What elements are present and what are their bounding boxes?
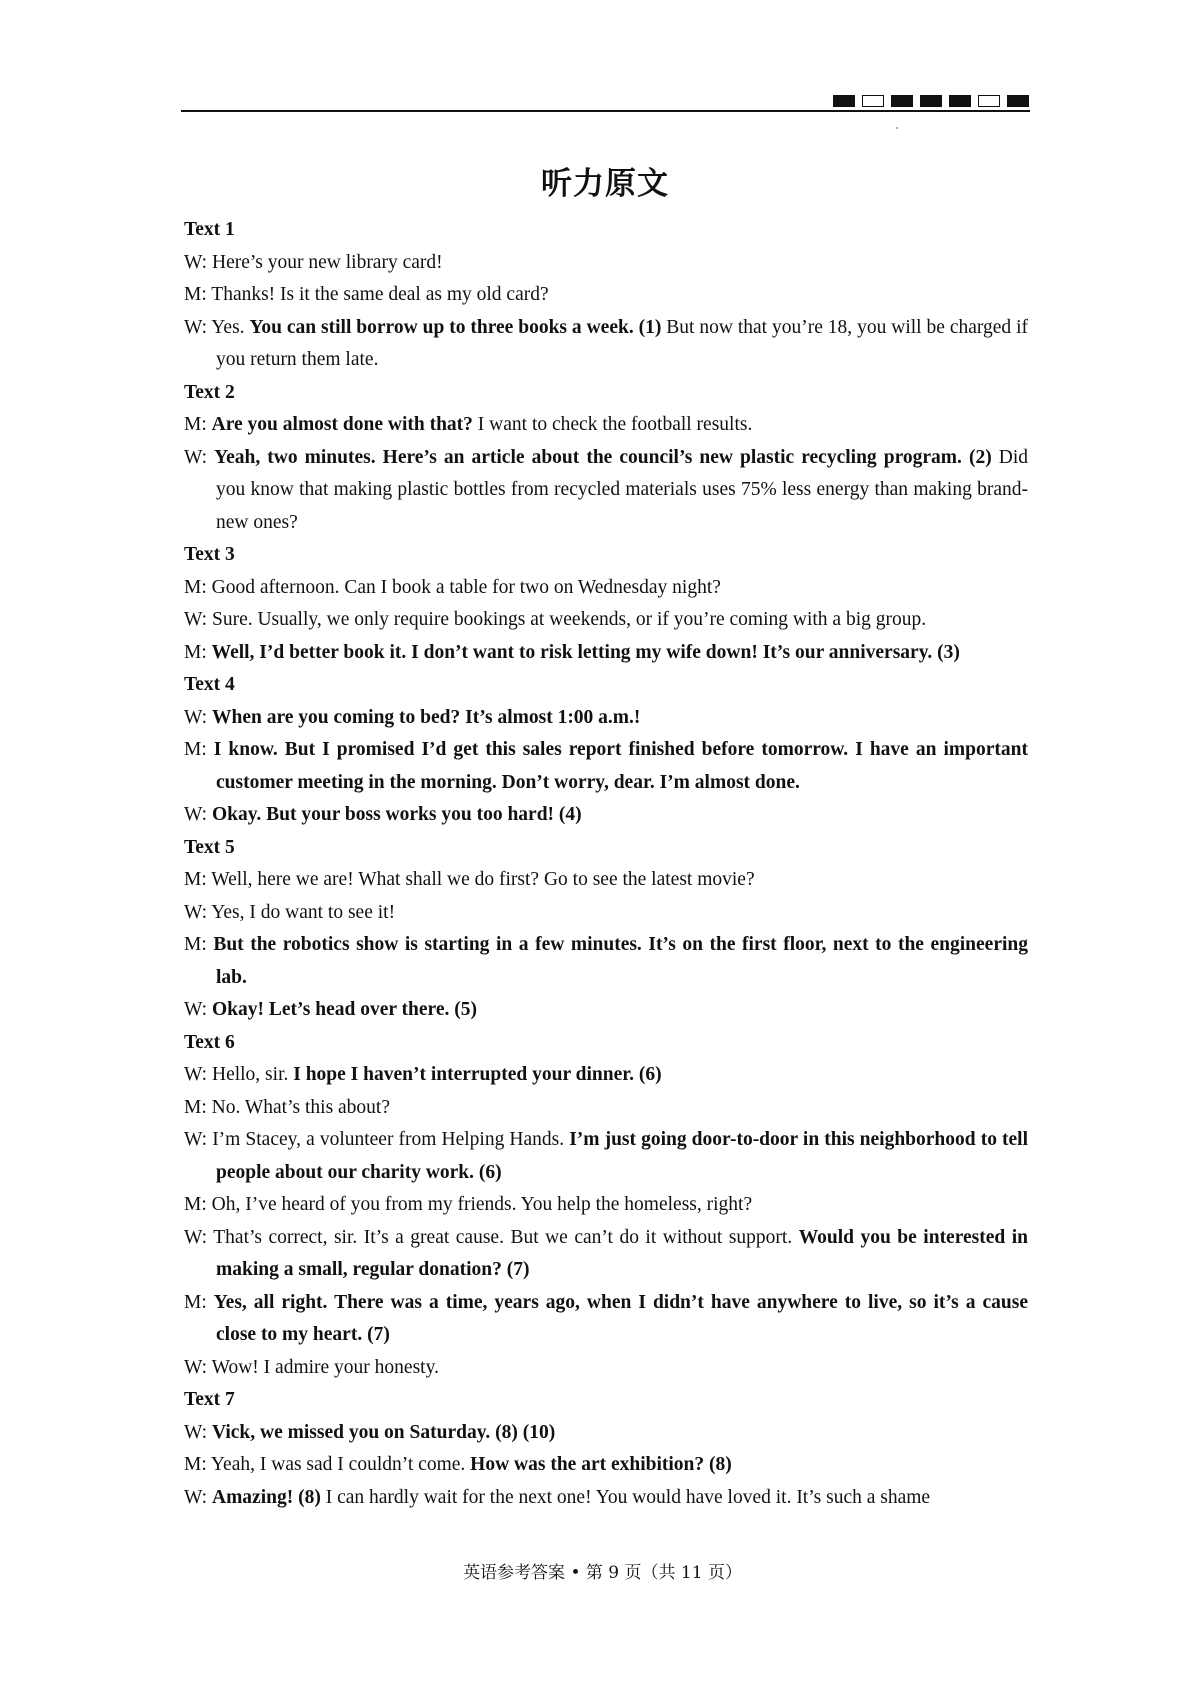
answer-cue-text: Are you almost done with that?	[211, 414, 473, 435]
speaker-label: M:	[184, 739, 214, 760]
answer-cue-text: I know. But I promised I’d get this sales report finished before tomorrow. I have an important customer meeting in the morning. Don’t worry, dear. I’m almost done.	[213, 739, 1028, 793]
dialogue-text: Thanks! Is it the same deal as my old card?	[211, 284, 549, 305]
header-mark	[891, 95, 913, 107]
dialogue-text: Yes.	[211, 316, 250, 338]
dialogue-line	[184, 312, 1028, 377]
answer-cue-text: Vick, we missed you on Saturday. (8) (10)	[211, 1421, 556, 1443]
dialogue-line	[184, 1352, 1028, 1385]
speaker-label: M:	[184, 934, 214, 955]
dialogue-line	[184, 1189, 1028, 1222]
speaker-label: W:	[184, 446, 215, 468]
answer-cue-text: Yes, all right. There was a time, years ago, when I didn’t have anywhere to live, so it’s a cause close to my heart. (7)	[213, 1291, 1028, 1345]
header-mark	[1007, 95, 1029, 107]
dialogue-text: Yeah, I was sad I couldn’t come.	[210, 1454, 471, 1475]
speaker-label: M:	[184, 641, 212, 663]
answer-cue-text: Well, I’d better book it. I don’t want to risk letting my wife down! It’s our anniversary. (3)	[211, 641, 960, 663]
dialogue-text: No. What’s this about?	[211, 1096, 391, 1118]
speaker-label: M:	[184, 1194, 212, 1215]
section-heading: Text 5	[184, 836, 235, 858]
dialogue-line	[184, 1222, 1028, 1287]
answer-cue-text: How was the art exhibition? (8)	[470, 1454, 732, 1475]
dialogue-line	[184, 409, 1028, 442]
dialogue-text: Well, here we are! What shall we do first? Go to see the latest movie?	[211, 869, 755, 890]
speaker-label: M:	[184, 1291, 214, 1313]
answer-cue-text: I’m just going door-to-door in this neighborhood to tell people about our charity work. (6)	[216, 1129, 1028, 1183]
answer-cue-text: But the robotics show is starting in a few minutes. It’s on the first floor, next to the engineering lab.	[213, 934, 1028, 988]
dialogue-line	[184, 1059, 1028, 1092]
section-heading: Text 3	[184, 544, 235, 565]
speaker-label: M:	[184, 1096, 212, 1118]
answer-cue-text: Would you be interested in making a small, regular donation? (7)	[216, 1226, 1029, 1280]
speaker-label: W:	[184, 901, 212, 923]
dialogue-line	[184, 864, 1028, 897]
speaker-label: W:	[184, 999, 212, 1020]
dialogue-text: I can hardly wait for the next one! You would have loved it. It’s such a shame	[320, 1486, 931, 1508]
speaker-label: W:	[184, 1421, 212, 1443]
dialogue-line	[184, 1287, 1028, 1352]
speaker-label: W:	[184, 706, 212, 728]
dialogue-line	[184, 994, 1028, 1027]
answer-cue-text: Okay! Let’s head over there. (5)	[211, 999, 477, 1020]
answer-cue-text: When are you coming to bed? It’s almost 1:00 a.m.!	[211, 706, 641, 728]
dialogue-text: Oh, I’ve heard of you from my friends. You help the homeless, right?	[211, 1194, 753, 1215]
speaker-label: M:	[184, 576, 212, 598]
header-mark	[862, 95, 884, 107]
page-title: 听力原文	[541, 166, 669, 202]
speaker-label: M:	[184, 284, 212, 305]
header-dot	[896, 127, 898, 129]
speaker-label: M:	[184, 414, 212, 435]
dialogue-text: Good afternoon. Can I book a table for two on Wednesday night?	[211, 576, 721, 598]
header-rule	[181, 110, 1030, 112]
dialogue-text: Sure. Usually, we only require bookings at weekends, or if you’re coming with a big group.	[211, 609, 927, 630]
dialogue-text: I’m Stacey, a volunteer from Helping Hands.	[212, 1129, 570, 1150]
answer-cue-text: Okay. But your boss works you too hard! (4)	[211, 804, 582, 825]
dialogue-line	[184, 1449, 1028, 1482]
section-heading: Text 6	[184, 1031, 235, 1053]
dialogue-text: Yes, I do want to see it!	[211, 901, 396, 923]
answer-cue-text: I hope I haven’t interrupted your dinner. (6)	[293, 1064, 662, 1085]
header-mark	[833, 95, 855, 107]
dialogue-text: Hello, sir.	[211, 1064, 294, 1085]
dialogue-line	[184, 734, 1028, 799]
answer-cue-text: Amazing! (8)	[211, 1486, 321, 1508]
speaker-label: W:	[184, 804, 212, 825]
dialogue-line	[184, 929, 1028, 994]
dialogue-line	[184, 572, 1028, 605]
section-heading: Text 7	[184, 1389, 235, 1410]
dialogue-line	[184, 1092, 1028, 1125]
answer-cue-text: You can still borrow up to three books a week. (1)	[249, 316, 662, 338]
speaker-label: W:	[184, 1486, 212, 1508]
dialogue-line	[184, 604, 1028, 637]
dialogue-text: But now that you’re 18, you will be charged if you return them late.	[216, 316, 1029, 370]
dialogue-text: That’s correct, sir. It’s a great cause. But we can’t do it without support.	[213, 1226, 799, 1248]
speaker-label: M:	[184, 869, 212, 890]
header-mark	[949, 95, 971, 107]
speaker-label: W:	[184, 609, 212, 630]
speaker-label: M:	[184, 1454, 211, 1475]
dialogue-line	[184, 279, 1028, 312]
header-mark	[920, 95, 942, 107]
dialogue-line	[184, 247, 1028, 280]
dialogue-line	[184, 637, 1028, 670]
page-footer: 英语参考答案 • 第 9 页（共 11 页）	[463, 1563, 742, 1583]
speaker-label: W:	[184, 1064, 212, 1085]
transcript-content	[184, 214, 1028, 1514]
dialogue-line	[184, 799, 1028, 832]
section-heading: Text 1	[184, 219, 235, 240]
dialogue-line	[184, 897, 1028, 930]
speaker-label: W:	[184, 1356, 212, 1378]
speaker-label: W:	[184, 1129, 213, 1150]
dialogue-line	[184, 1417, 1028, 1450]
dialogue-line	[184, 702, 1028, 735]
dialogue-text: Wow! I admire your honesty.	[211, 1356, 439, 1378]
header-mark	[978, 95, 1000, 107]
dialogue-text: I want to check the football results.	[472, 414, 753, 435]
speaker-label: W:	[184, 316, 212, 338]
section-heading: Text 4	[184, 674, 235, 695]
dialogue-text: Here’s your new library card!	[211, 251, 443, 273]
speaker-label: W:	[184, 251, 212, 273]
section-heading: Text 2	[184, 381, 235, 403]
dialogue-line	[184, 1482, 1028, 1515]
dialogue-line	[184, 442, 1028, 540]
header-marks	[833, 95, 1029, 107]
dialogue-text: Did you know that making plastic bottles from recycled materials uses 75% less energy than making brand-new ones?	[216, 446, 1029, 533]
speaker-label: W:	[184, 1226, 214, 1248]
dialogue-line	[184, 1124, 1028, 1189]
answer-cue-text: Yeah, two minutes. Here’s an article about the council’s new plastic recycling program. (2)	[214, 446, 992, 468]
